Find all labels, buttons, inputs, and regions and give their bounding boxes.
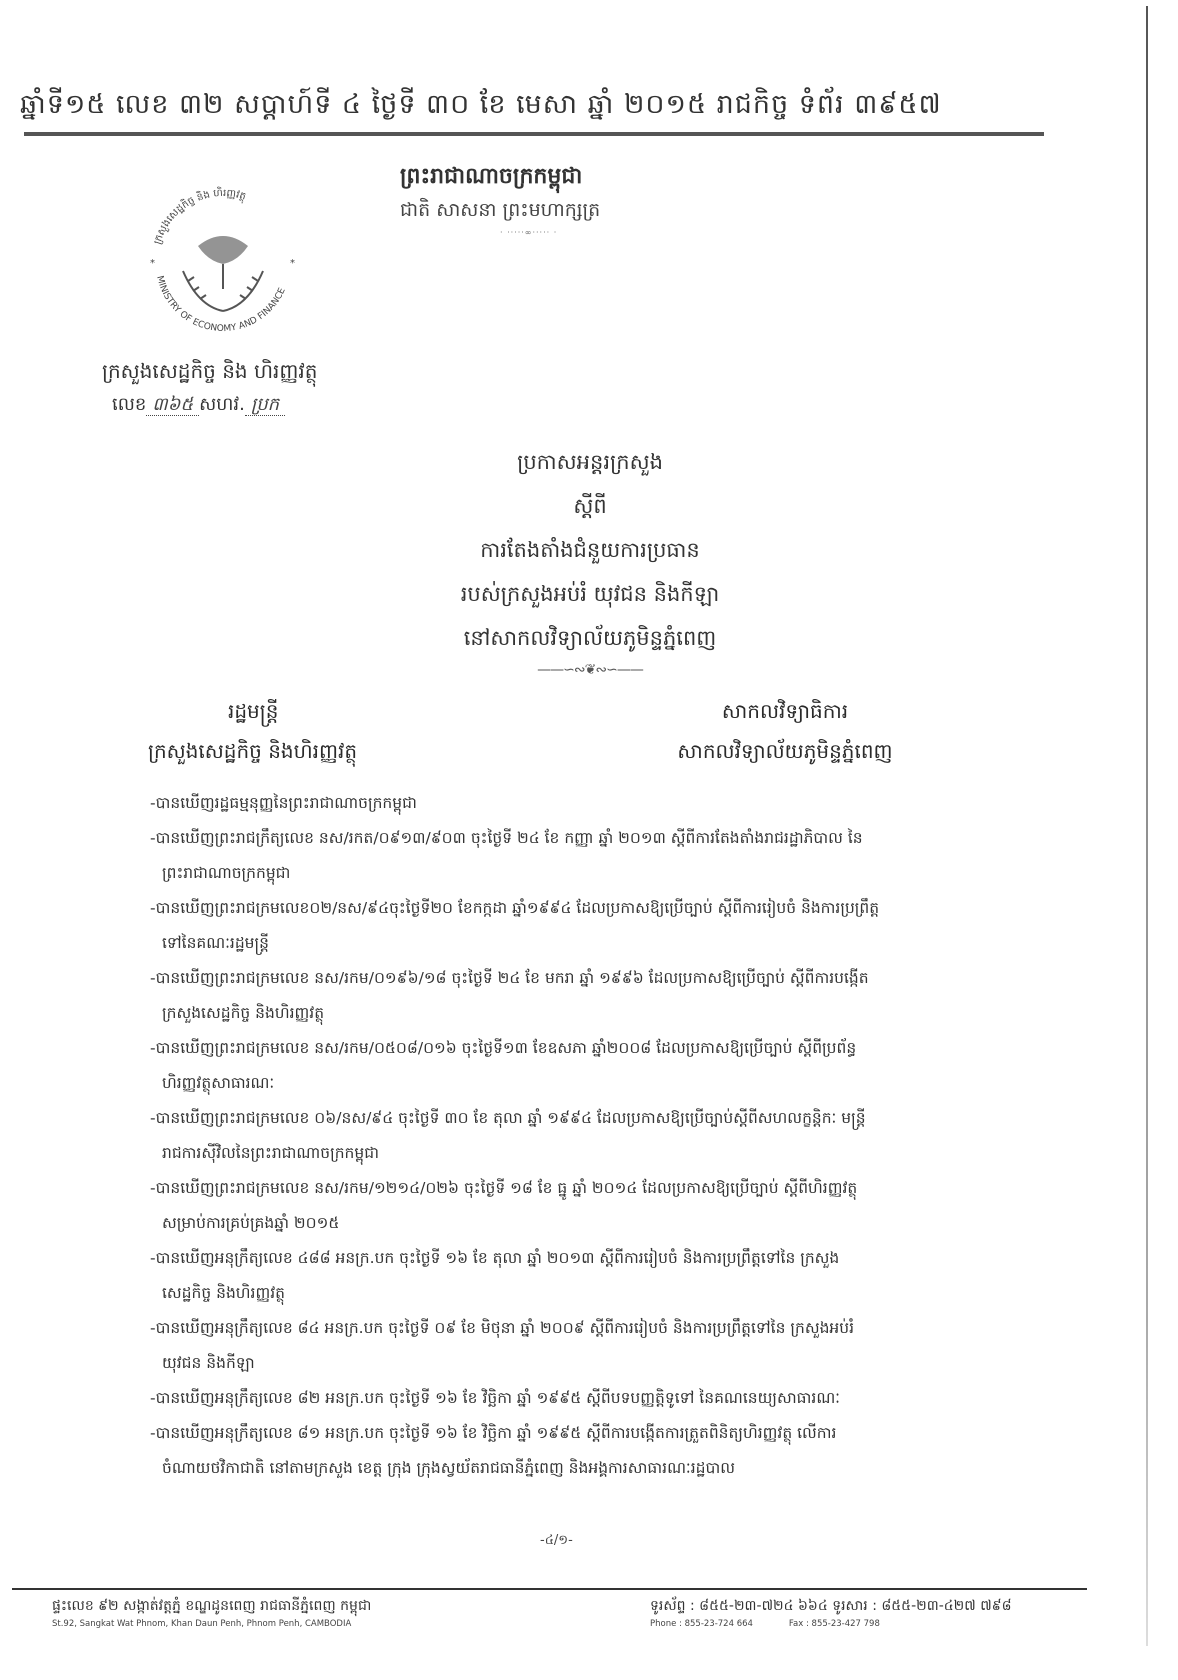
ornament-divider: · ·····∞····· ·: [500, 228, 558, 237]
title-ornament: ——∽∾❦∾∽——: [537, 662, 643, 678]
list-item: -បានឃើញអនុក្រឹត្យលេខ ៤៨៨ អនក្រ.បក ចុះថ្ងៃទី ១៦ ខែ តុលា ឆ្នាំ ២០១៣ ស្តីពីការរៀបចំ និងការប្រព្រឹត្តទៅនៃ ក្រសួង សេដ្ឋកិច្ច និងហិរញ្ញវត្ថុ: [150, 1249, 840, 1302]
reference-number: លេខ ៣៦៥ សហវ. ប្រក: [112, 392, 285, 419]
issuing-ministry: ក្រសួងសេដ្ឋកិច្ច និង ហិរញ្ញវត្ថុ: [102, 359, 318, 383]
document-title: ប្រកាសអន្តរក្រសួង ស្តីពី ការតែងតាំងជំនួយការប្រធាន របស់ក្រសួងអប់រំ យុវជន និងកីឡា នៅសាកលវិទ្យាល័យភូមិន្ទភ្នំពេញ ——∽∾❦∾∽——: [380, 440, 800, 680]
gazette-header: ឆ្នាំទី១៥ លេខ ៣២ សប្ដាហ៍ទី ៤ ថ្ងៃទី ៣០ ខែ មេសា ឆ្នាំ ២០១៥ រាជកិច្ច ទំព័រ ៣៩៥៧: [20, 89, 942, 120]
list-item: -បានឃើញរដ្ឋធម្មនុញ្ញនៃព្រះរាជាណាចក្រកម្ពុជា: [150, 794, 417, 812]
list-item: -បានឃើញព្រះរាជក្រមលេខ នស/រកម/១២១៤/០២៦ ចុះថ្ងៃទី ១៨ ខែ ធ្នូ ឆ្នាំ ២០១៤ ដែលប្រកាសឱ្យប្រើច្បាប់ ស្តីពីហិរញ្ញវត្ថុ សម្រាប់ការគ្រប់គ្រងឆ្នាំ ២០១៥: [150, 1179, 858, 1232]
footer-contact: ទូរស័ព្ទ : ៨៥៥-២៣-៧២៤ ៦៦៤ ទូរសារ : ៨៥៥-២៣-៤២៧ ៧៩៨ Phone : 855-23-724 664 Fax : 855-23-427 798: [650, 1598, 1012, 1629]
header-divider: [24, 132, 1044, 136]
svg-text:*: *: [150, 258, 155, 269]
list-item: -បានឃើញព្រះរាជក្រមលេខ០២/នស/៩៤ចុះថ្ងៃទី២០ ខែកក្កដា ឆ្នាំ១៩៩៤ ដែលប្រកាសឱ្យប្រើច្បាប់ ស្តីពីការរៀបចំ និងការប្រព្រឹត្ត ទៅនៃគណៈរដ្ឋមន្ត្រី: [150, 899, 880, 952]
ministry-seal-icon: [138, 176, 308, 346]
list-item: -បានឃើញអនុក្រឹត្យលេខ ៨៤ អនក្រ.បក ចុះថ្ងៃទី ០៩ ខែ មិថុនា ឆ្នាំ ២០០៩ ស្តីពីការរៀបចំ និងការប្រព្រឹត្តទៅនៃ ក្រសួងអប់រំ យុវជន និងកីឡា: [150, 1319, 855, 1372]
kingdom-motto: ជាតិ សាសនា ព្រះមហាក្សត្រ: [400, 199, 601, 221]
list-item: -បានឃើញព្រះរាជក្រមលេខ នស/រកម/០៥០៨/០១៦ ចុះថ្ងៃទី១៣ ខែឧសភា ឆ្នាំ២០០៨ ដែលប្រកាសឱ្យប្រើច្បាប់ ស្តីពីប្រព័ន្ធ ហិរញ្ញវត្ថុសាធារណៈ: [150, 1039, 857, 1092]
handwritten-ref-code: ប្រក: [245, 394, 285, 416]
page-marker: -៤/១-: [540, 1533, 573, 1548]
footer-divider: [12, 1588, 1087, 1590]
list-item: -បានឃើញអនុក្រឹត្យលេខ ៨១ អនក្រ.បក ចុះថ្ងៃទី ១៦ ខែ វិច្ឆិកា ឆ្នាំ ១៩៩៥ ស្តីពីការបង្កើតការត្រួតពិនិត្យហិរញ្ញវត្ថុ លើការ ចំណាយថវិកាជាតិ នៅតាមក្រសួង ខេត្ត ក្រុង ក្រុងស្វយ័តរាជធានីភ្នំពេញ និងអង្គការសាធារណៈរដ្ឋបាល: [150, 1424, 837, 1477]
footer-address: ផ្ទះលេខ ៩២ សង្កាត់វត្តភ្នំ ខណ្ឌដូនពេញ រាជធានីភ្នំពេញ កម្ពុជា St.92, Sangkat Wat Phnom, Khan Daun Penh, Phnom Penh, CAMBODIA: [52, 1598, 372, 1629]
kingdom-heading: [400, 162, 700, 237]
list-item: -បានឃើញព្រះរាជក្រមលេខ នស/រកម/០១៩៦/១៨ ចុះថ្ងៃទី ២៤ ខែ មករា ឆ្នាំ ១៩៩៦ ដែលប្រកាសឱ្យប្រើច្បាប់ ស្តីពីការបង្កើត ក្រសួងសេដ្ឋកិច្ច និងហិរញ្ញវត្ថុ: [150, 969, 869, 1022]
list-item: -បានឃើញព្រះរាជក្រឹត្យលេខ នស/រកត/០៩១៣/៩០៣ ចុះថ្ងៃទី ២៤ ខែ កញ្ញា ឆ្នាំ ២០១៣ ស្តីពីការតែងតាំងរាជរដ្ឋាភិបាល នៃ ព្រះរាជាណាចក្រកម្ពុជា: [150, 829, 863, 882]
signatory-right: សាកលវិទ្យាធិការ សាកលវិទ្យាល័យភូមិន្ទភ្នំពេញ: [677, 699, 893, 763]
scan-edge-line: [1146, 6, 1148, 1646]
signatory-left: រដ្ឋមន្ត្រី ក្រសួងសេដ្ឋកិច្ច និងហិរញ្ញវត្ថុ: [148, 699, 358, 763]
list-item: -បានឃើញអនុក្រឹត្យលេខ ៨២ អនក្រ.បក ចុះថ្ងៃទី ១៦ ខែ វិច្ឆិកា ឆ្នាំ ១៩៩៥ ស្តីពីបទបញ្ញត្តិទូទៅ នៃគណនេយ្យសាធារណៈ: [150, 1389, 840, 1407]
kingdom-name: ព្រះរាជាណាចក្រកម្ពុជា: [400, 164, 583, 189]
svg-text:*: *: [290, 258, 295, 269]
legal-references-list: [150, 786, 1040, 1486]
handwritten-ref-number: ៣៦៥: [146, 394, 199, 416]
svg-text:MINISTRY OF ECONOMY AND FINANC: MINISTRY OF ECONOMY AND FINANCE: [154, 274, 288, 335]
svg-text:ក្រសួងសេដ្ឋកិច្ច និង ហិរញ្ញវត្: ក្រសួងសេដ្ឋកិច្ច និង ហិរញ្ញវត្ថុ: [152, 187, 248, 246]
list-item: -បានឃើញព្រះរាជក្រមលេខ ០៦/នស/៩៤ ចុះថ្ងៃទី ៣០ ខែ តុលា ឆ្នាំ ១៩៩៤ ដែលប្រកាសឱ្យប្រើច្បាប់ស្តីពីសហលក្ខន្តិកៈ មន្ត្រី រាជការស៊ីវិលនៃព្រះរាជាណាចក្រកម្ពុជា: [150, 1109, 866, 1162]
